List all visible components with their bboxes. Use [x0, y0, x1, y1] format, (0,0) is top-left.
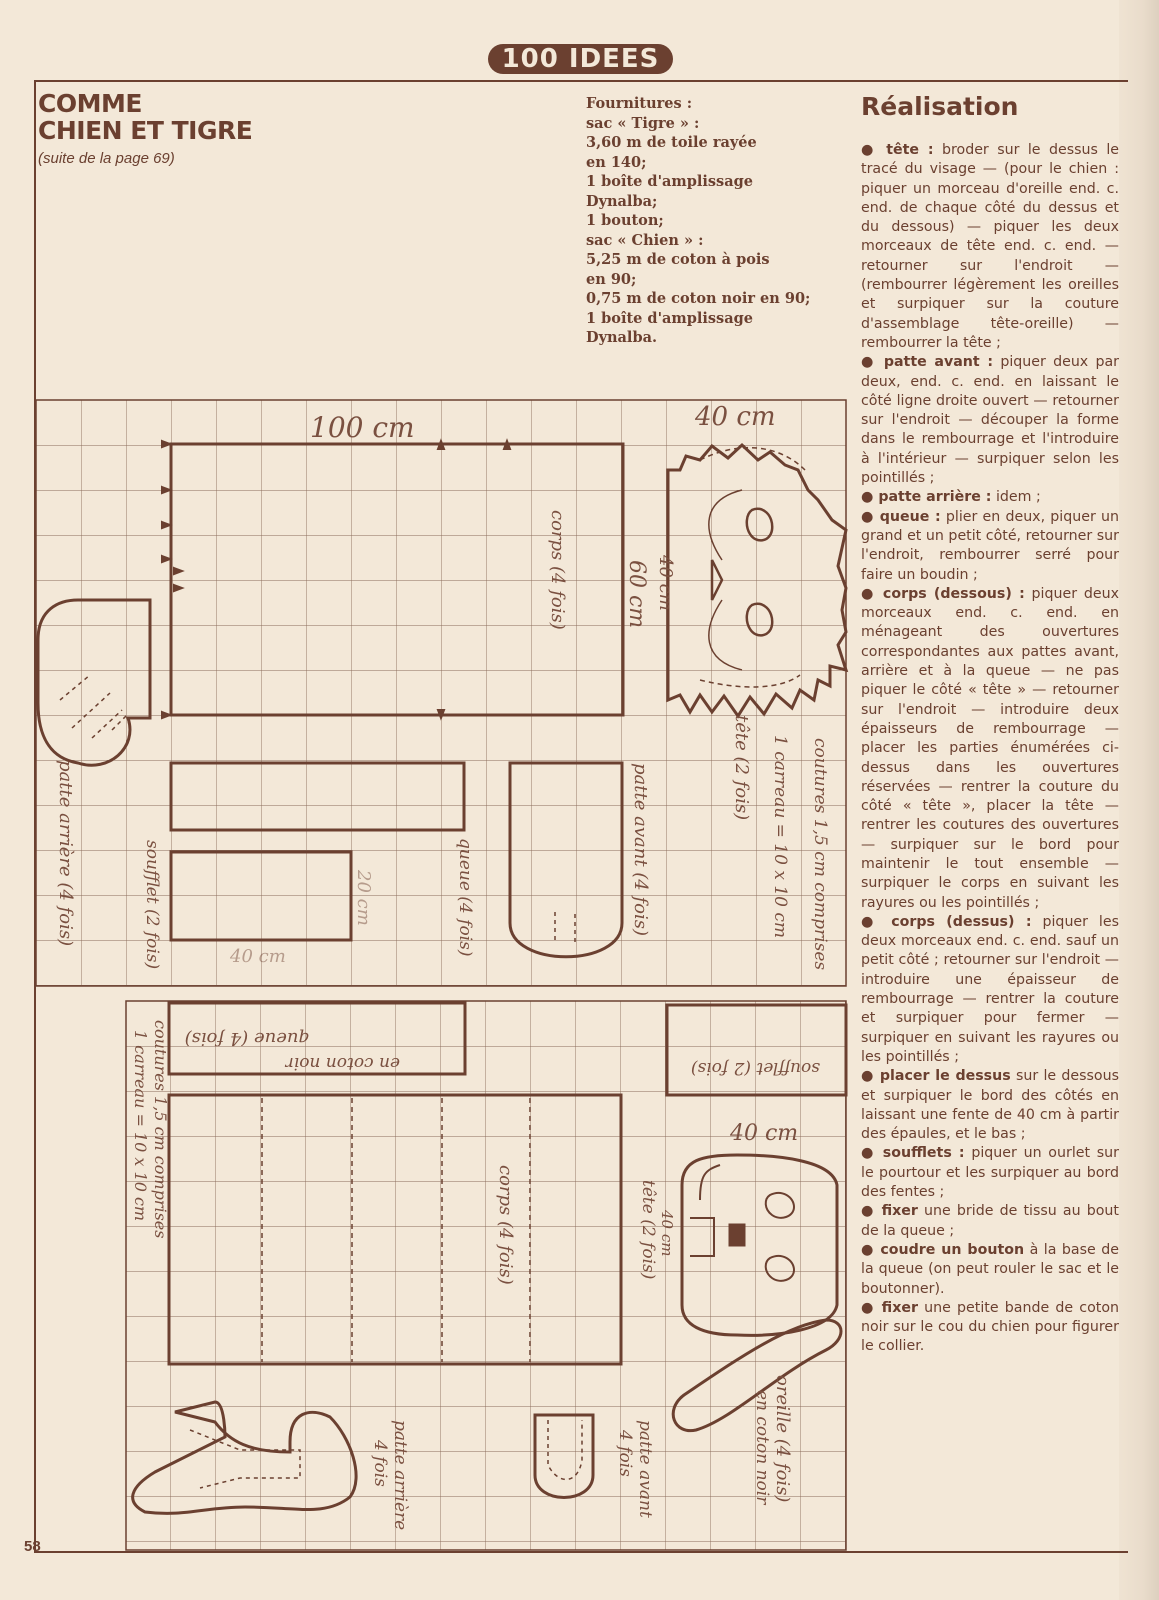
- dim-100-label: 100 cm: [310, 411, 415, 444]
- instruction-item: ● placer le dessus sur le dessous et surpiquer le bord des côtés en laissant une fente de 40 cm à partir des épaules, et le bas ;: [861, 1068, 1119, 1143]
- supplies-line: 5,25 m de coton à pois: [586, 251, 770, 268]
- patte-avant-bottom-label: patte avant: [635, 1420, 655, 1518]
- supplies-line: en 90;: [586, 270, 637, 288]
- supplies-line: Dynalba.: [586, 329, 658, 346]
- dim-20-label: 20 cm: [353, 870, 374, 926]
- queue-bottom-note: en coton noir: [285, 1053, 400, 1073]
- patte-avant-bottom-count: 4 fois: [615, 1430, 635, 1477]
- corps-bottom-label: corps (4 fois): [495, 1165, 516, 1285]
- article-subtitle: (suite de la page 69): [38, 150, 175, 167]
- header-badge: 100 IDEES: [488, 44, 673, 74]
- instruction-item: ● soufflets : piquer un ourlet sur le pourtour et les surpiquer au bord des fentes ;: [861, 1145, 1120, 1201]
- supplies-line: 1 bouton;: [586, 212, 664, 229]
- supplies-line: en 140;: [586, 153, 647, 171]
- dim-40-side-label: 40 cm: [655, 555, 676, 611]
- tete-label: tête (2 fois): [731, 715, 752, 821]
- page-number: 58: [24, 1538, 41, 1555]
- patte-arriere-bottom-label: patte arrière: [390, 1420, 410, 1531]
- supplies-line: sac « Chien » :: [586, 231, 704, 249]
- oreille-label: oreille (4 fois): [772, 1375, 793, 1503]
- corps-label: corps (4 fois): [547, 510, 568, 630]
- coutures-label: coutures 1,5 cm comprises: [810, 738, 830, 971]
- queue-label: queue (4 fois): [455, 838, 475, 957]
- soufflet-label: soufflet (2 fois): [142, 840, 162, 970]
- oreille-note: en coton noir: [752, 1390, 772, 1505]
- supplies-line: 1 boîte d'amplissage: [586, 309, 753, 327]
- dim-40-top-label: 40 cm: [730, 1121, 799, 1146]
- dim-40-bottom-label: 40 cm: [230, 946, 286, 967]
- instruction-item: ● fixer une petite bande de coton noir sur le cou du chien pour figurer le collier.: [861, 1299, 1119, 1355]
- dim-40-tete-label: 40 cm: [695, 402, 776, 432]
- soufflet-bottom-label: soufflet (2 fois): [690, 1058, 820, 1078]
- instruction-item: ● queue : plier en deux, piquer un grand et un petit côté, retourner sur l'endroit, rembourrer serré pour faire un boudin ;: [861, 508, 1120, 583]
- supplies-line: Dynalba;: [586, 192, 658, 210]
- patte-arriere-bottom-count: 4 fois: [370, 1440, 390, 1487]
- supplies-line: 1 boîte d'amplissage: [586, 173, 753, 190]
- instruction-item: ● fixer une bride de tissu au bout de la queue ;: [861, 1203, 1119, 1239]
- coutures-bottom-label: coutures 1,5 cm comprises: [151, 1020, 170, 1239]
- patte-arriere-label: patte arrière (4 fois): [55, 760, 76, 947]
- supplies-line: 3,60 m de toile rayée: [586, 134, 757, 151]
- instruction-item: ● tête : broder sur le dessus le tracé du visage — (pour le chien : piquer un morceau d'oreille end. c. end. de chaque côté du dessus et du dessous) — piquer les deux morceaux de tête end. c. end. — retourner sur l'endroit — (rembourrer légèrement les oreilles et surpiquer sur la couture d'assemblage tête-oreille) — rembourrer la tête ;: [861, 142, 1119, 351]
- title-line2: CHIEN ET TIGRE: [38, 116, 253, 145]
- patte-avant-label: patte avant (4 fois): [630, 763, 651, 936]
- dim-60-label: 60 cm: [624, 560, 649, 629]
- supplies-line: sac « Tigre » :: [586, 114, 700, 132]
- instruction-item: ● corps (dessous) : piquer deux morceaux end. c. end. en ménageant des ouvertures correspondantes aux pattes avant, arrière et à la queue — ne pas piquer le côté « tête » — retourner sur l'endroit — introduire deux épaisseurs de rembourrage — placer les parties énumérées ci-dessus dans les ouvertures réservées — rentrer la couture du côté « tête », placer la tête — rentrer les coutures des ouvertures — surpiquer sur le bord pour maintenir le tout ensemble — surpiquer le corps en suivant les rayures ou les pointillés ;: [861, 585, 1119, 911]
- title-line1: COMME: [38, 89, 142, 118]
- dim-40-side-bottom-label: 40 cm: [658, 1210, 676, 1257]
- tete-bottom-label: tête (2 fois): [638, 1180, 658, 1280]
- instruction-item: ● coudre un bouton à la base de la queue (on peut rouler le sac et le boutonner).: [861, 1241, 1119, 1297]
- pattern-sheet-top: [36, 400, 846, 986]
- supplies-line: Fournitures :: [586, 95, 693, 112]
- instruction-item: ● patte avant : piquer deux par deux, end. c. end. en laissant le côté ligne droite ouvert — retourner sur l'endroit — découper la forme dans le rembourrage et l'introduire à l'intérieur — surpiquer selon les pointillés ;: [861, 354, 1119, 487]
- instructions-title: Réalisation: [861, 92, 1019, 121]
- carreau-label: 1 carreau = 10 x 10 cm: [770, 735, 790, 939]
- queue-bottom-label: queue (4 fois): [184, 1028, 310, 1049]
- carreau-bottom-label: 1 carreau = 10 x 10 cm: [131, 1030, 150, 1222]
- instruction-item: ● corps (dessus) : piquer les deux morceaux end. c. end. sauf un petit côté ; retourner sur l'endroit — introduire une épaisseur de rembourrage — rentrer la couture et surpiquer pour fermer — surpiquer en suivant les rayures ou les pointillés ;: [861, 913, 1119, 1065]
- instruction-item: ● patte arrière : idem ;: [861, 489, 1041, 506]
- pattern-sheet-bottom: [126, 1001, 846, 1550]
- supplies-line: 0,75 m de coton noir en 90;: [586, 290, 811, 307]
